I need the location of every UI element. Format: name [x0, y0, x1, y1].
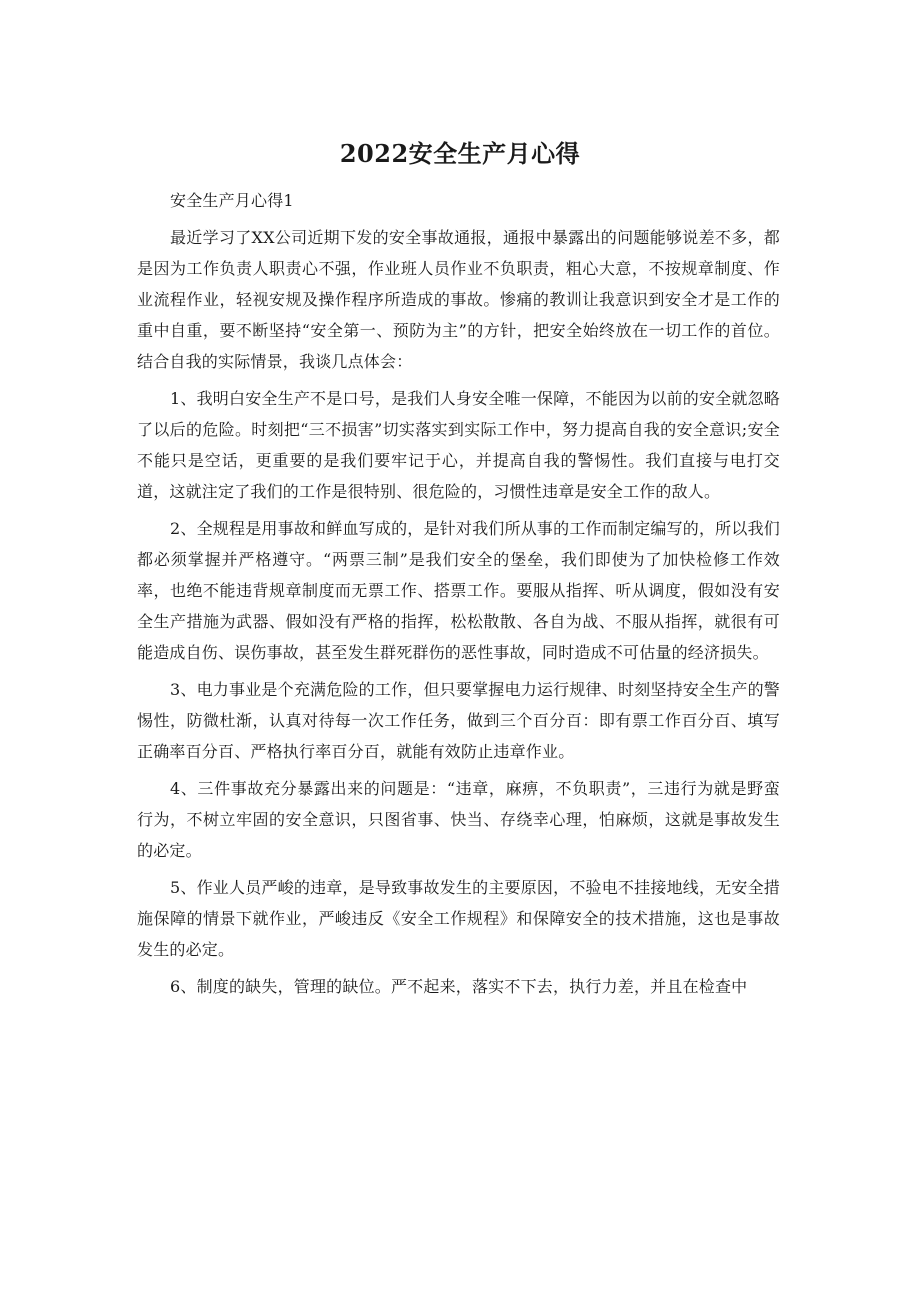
- paragraph-point-3: 3、电力事业是个充满危险的工作，但只要掌握电力运行规律、时刻坚持安全生产的警惕性，防微杜渐，认真对待每一次工作任务，做到三个百分百：即有票工作百分百、填写正确率百分百、严格执行率百分百，就能有效防止违章作业。: [137, 680, 780, 761]
- paragraph-point-5: 5、作业人员严峻的违章，是导致事故发生的主要原因，不验电不挂接地线，无安全措施保障的情景下就作业，严峻违反《安全工作规程》和保障安全的技术措施，这也是事故发生的必定。: [137, 878, 780, 959]
- paragraph-point-4: 4、三件事故充分暴露出来的问题是：“违章，麻痹，不负职责”，三违行为就是野蛮行为，不树立牢固的安全意识，只图省事、快当、存绕幸心理，怕麻烦，这就是事故发生的必定。: [137, 779, 780, 860]
- paragraph-point-2: 2、全规程是用事故和鲜血写成的，是针对我们所从事的工作而制定编写的，所以我们都必须掌握并严格遵守。“两票三制”是我们安全的堡垒，我们即使为了加快检修工作效率，也绝不能违背规章制度而无票工作、搭票工作。要服从指挥、听从调度，假如没有安全生产措施为武器、假如没有严格的指挥，松松散散、各自为战、不服从指挥，就很有可能造成自伤、误伤事故，甚至发生群死群伤的恶性事故，同时造成不可估量的经济损失。: [137, 519, 780, 662]
- document-title: 2022安全生产月心得: [339, 139, 581, 168]
- paragraph-point-6: 6、制度的缺失，管理的缺位。严不起来，落实不下去，执行力差，并且在检查中: [170, 977, 748, 996]
- document-body: [137, 185, 780, 1002]
- paragraph-point-1: 1、我明白安全生产不是口号，是我们人身安全唯一保障，不能因为以前的安全就忽略了以后的危险。时刻把“三不损害”切实落实到实际工作中，努力提高自我的安全意识;安全不能只是空话，更重要的是我们要牢记于心，并提高自我的警惕性。我们直接与电打交道，这就注定了我们的工作是很特别、很危险的，习惯性违章是安全工作的敌人。: [137, 389, 780, 501]
- section-subtitle: 安全生产月心得1: [170, 191, 294, 210]
- paragraph-intro: 最近学习了XX公司近期下发的安全事故通报，通报中暴露出的问题能够说差不多，都是因为工作负责人职责心不强，作业班人员作业不负职责，粗心大意，不按规章制度、作业流程作业，轻视安规及操作程序所造成的事故。惨痛的教训让我意识到安全才是工作的重中自重，要不断坚持“安全第一、预防为主”的方针，把安全始终放在一切工作的首位。结合自我的实际情景，我谈几点体会：: [137, 228, 780, 371]
